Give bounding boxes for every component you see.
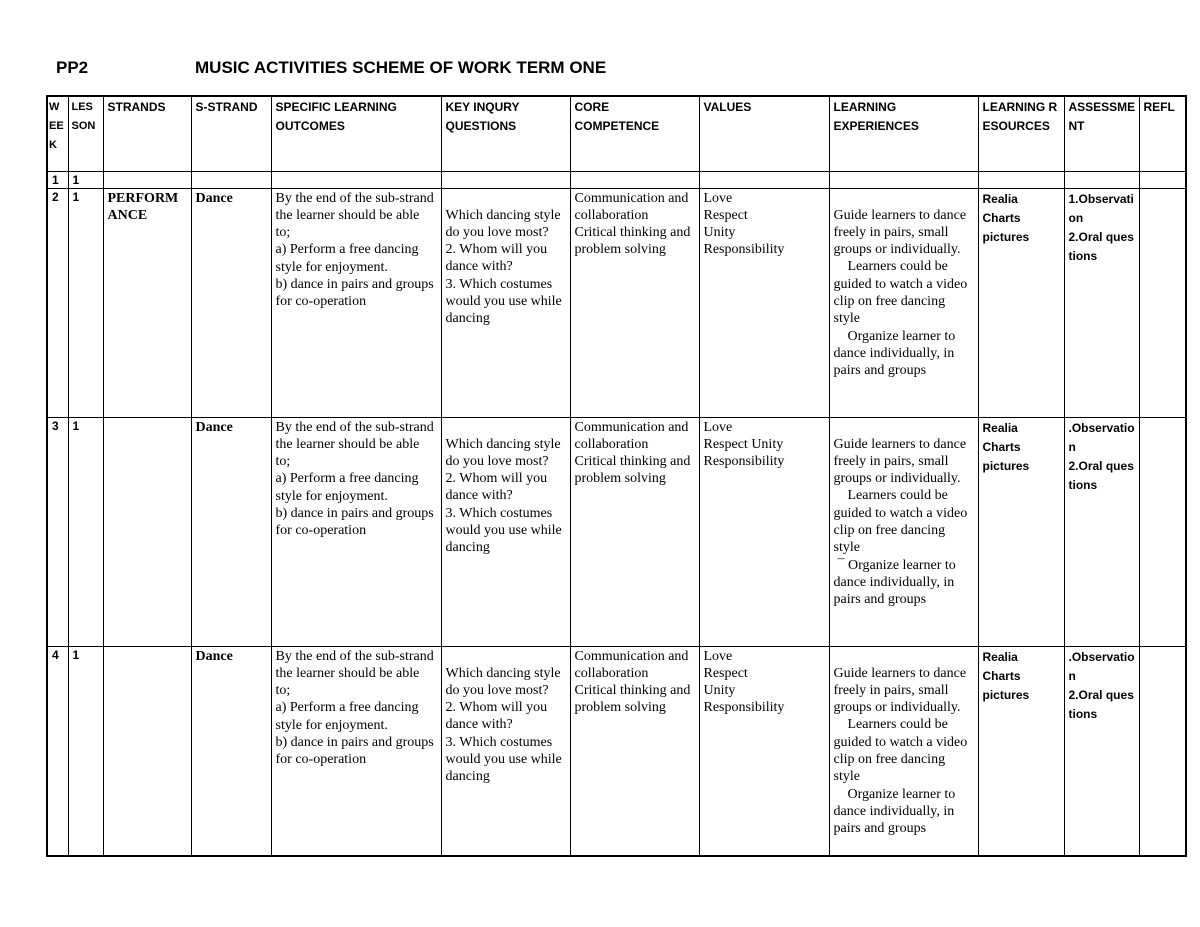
experience-text: Guide learners to dance freely in pairs, small groups or individually. <box>833 436 970 487</box>
resource-text: Charts <box>982 668 1021 683</box>
empty-cell <box>1064 171 1139 188</box>
empty-cell <box>570 171 699 188</box>
resources-cell <box>978 417 1064 646</box>
table-row <box>47 171 1186 188</box>
resource-text: Realia <box>982 420 1018 435</box>
lesson-cell: 1 <box>68 171 103 188</box>
resource-text: Charts <box>982 439 1021 454</box>
value-text: Responsibility <box>703 700 785 716</box>
assessment-cell <box>1064 188 1139 417</box>
competence-text: Critical thinking and problem solving <box>574 683 694 716</box>
empty-cell <box>829 171 978 188</box>
value-text: Responsibility <box>703 242 785 258</box>
outcome-text: By the end of the sub-strand the learner should be able to; <box>275 190 438 241</box>
value-text: Unity <box>703 225 736 241</box>
reflection-cell <box>1139 188 1186 417</box>
experiences-cell <box>829 646 978 856</box>
assessment-cell <box>1064 646 1139 856</box>
grade-label: PP2 <box>56 58 89 77</box>
experience-text: Organize learner to dance individually, in pairs and groups <box>833 328 959 379</box>
experience-text: Guide learners to dance freely in pairs, small groups or individually. <box>833 665 970 716</box>
resource-text: Realia <box>982 649 1018 664</box>
competence-cell <box>570 417 699 646</box>
document-title: MUSIC ACTIVITIES SCHEME OF WORK TERM ONE <box>195 58 607 77</box>
question-text: 3. Which costumes would you use while dancing <box>445 734 566 785</box>
assessment-text: 2.Oral questions <box>1068 458 1134 492</box>
col-week-header: WEEK <box>47 96 68 171</box>
lesson-cell: 1 <box>68 646 103 856</box>
table-row <box>47 188 1186 417</box>
outcome-text: a) Perform a free dancing style for enjoyment. <box>275 700 423 733</box>
empty-cell <box>103 171 191 188</box>
value-text: Responsibility <box>703 454 785 470</box>
empty-cell <box>1139 171 1186 188</box>
outcome-text: By the end of the sub-strand the learner should be able to; <box>275 419 438 470</box>
assessment-text: 2.Oral questions <box>1068 687 1134 721</box>
lesson-cell: 1 <box>68 417 103 646</box>
resource-text: pictures <box>982 458 1030 473</box>
outcome-text: a) Perform a free dancing style for enjoyment. <box>275 471 423 504</box>
resource-text: Realia <box>982 191 1018 206</box>
question-text: Which dancing style do you love most? <box>445 207 565 240</box>
week-cell: 4 <box>47 646 68 856</box>
assessment-text: 1.Observation <box>1068 191 1134 225</box>
scheme-of-work-table <box>46 95 1187 857</box>
competence-text: Communication and collaboration <box>574 190 692 223</box>
assessment-text: .Observation <box>1068 649 1135 683</box>
outcome-text: By the end of the sub-strand the learner should be able to; <box>275 648 438 699</box>
reflection-cell <box>1139 646 1186 856</box>
competence-text: Communication and collaboration <box>574 648 692 681</box>
competence-cell <box>570 646 699 856</box>
competence-text: Communication and collaboration <box>574 419 692 452</box>
col-experiences-header: LEARNING EXPERIENCES <box>829 96 978 171</box>
empty-cell <box>271 171 441 188</box>
experience-text: Organize learner to dance individually, in pairs and groups <box>833 786 959 837</box>
resources-cell <box>978 188 1064 417</box>
value-text: Respect Unity <box>703 436 784 452</box>
assessment-text: .Observation <box>1068 420 1135 454</box>
question-text: 2. Whom will you dance with? <box>445 471 551 504</box>
experience-text: Learners could be guided to watch a video clip on free dancing style <box>833 488 971 556</box>
experience-text: Learners could be guided to watch a video clip on free dancing style <box>833 717 971 785</box>
table-row <box>47 646 1186 856</box>
col-outcomes-header: SPECIFIC LEARNING OUTCOMES <box>271 96 441 171</box>
resources-cell <box>978 646 1064 856</box>
values-cell <box>699 417 829 646</box>
lesson-cell: 1 <box>68 188 103 417</box>
outcomes-cell <box>271 417 441 646</box>
value-text: Respect <box>703 207 748 223</box>
experiences-cell <box>829 188 978 417</box>
col-competence-header: CORE COMPETENCE <box>570 96 699 171</box>
outcome-text: b) dance in pairs and groups for co-operation <box>275 505 438 539</box>
col-lesson-header: LESSON <box>68 96 103 171</box>
experiences-cell <box>829 417 978 646</box>
sub-strand-cell: Dance <box>191 646 271 856</box>
value-text: Love <box>703 419 733 435</box>
outcomes-cell <box>271 646 441 856</box>
question-text: Which dancing style do you love most? <box>445 436 565 469</box>
question-text: 3. Which costumes would you use while dancing <box>445 276 566 327</box>
week-cell: 1 <box>47 171 68 188</box>
header-row <box>47 96 1186 171</box>
value-text: Love <box>703 190 733 206</box>
col-values-header: VALUES <box>699 96 829 171</box>
strand-cell <box>103 417 191 646</box>
reflection-cell <box>1139 417 1186 646</box>
experience-text: ¯ Organize learner to dance individually, in pairs and groups <box>833 557 960 608</box>
assessment-text: 2.Oral questions <box>1068 229 1134 263</box>
resource-text: pictures <box>982 229 1030 244</box>
experience-text: Learners could be guided to watch a video clip on free dancing style <box>833 259 971 327</box>
questions-cell <box>441 646 570 856</box>
strand-cell <box>103 646 191 856</box>
resource-text: pictures <box>982 687 1030 702</box>
competence-text: Critical thinking and problem solving <box>574 454 694 487</box>
value-text: Respect <box>703 665 748 681</box>
col-resources-header: LEARNING RESOURCES <box>978 96 1064 171</box>
outcome-text: b) dance in pairs and groups for co-operation <box>275 734 438 768</box>
sub-strand-cell: Dance <box>191 417 271 646</box>
values-cell <box>699 188 829 417</box>
resource-text: Charts <box>982 210 1021 225</box>
competence-cell <box>570 188 699 417</box>
outcomes-cell <box>271 188 441 417</box>
empty-cell <box>699 171 829 188</box>
question-text: 2. Whom will you dance with? <box>445 700 551 733</box>
outcome-text: a) Perform a free dancing style for enjoyment. <box>275 242 423 275</box>
questions-cell <box>441 188 570 417</box>
table-row <box>47 417 1186 646</box>
competence-text: Critical thinking and problem solving <box>574 225 694 258</box>
col-questions-header: KEY INQURY QUESTIONS <box>441 96 570 171</box>
strand-cell: PERFORMANCE <box>103 188 191 417</box>
col-assessment-header: ASSESSMENT <box>1064 96 1139 171</box>
empty-cell <box>191 171 271 188</box>
value-text: Love <box>703 648 733 664</box>
sub-strand-cell: Dance <box>191 188 271 417</box>
question-text: 2. Whom will you dance with? <box>445 242 551 275</box>
outcome-text: b) dance in pairs and groups for co-operation <box>275 276 438 310</box>
questions-cell <box>441 417 570 646</box>
experience-text: Guide learners to dance freely in pairs, small groups or individually. <box>833 207 970 258</box>
empty-cell <box>978 171 1064 188</box>
values-cell <box>699 646 829 856</box>
value-text: Unity <box>703 683 736 699</box>
col-reflection-header: REFL <box>1139 96 1186 171</box>
week-cell: 3 <box>47 417 68 646</box>
question-text: 3. Which costumes would you use while dancing <box>445 505 566 556</box>
col-strands-header: STRANDS <box>103 96 191 171</box>
assessment-cell <box>1064 417 1139 646</box>
week-cell: 2 <box>47 188 68 417</box>
col-sub-strand-header: S-STRAND <box>191 96 271 171</box>
empty-cell <box>441 171 570 188</box>
question-text: Which dancing style do you love most? <box>445 665 565 698</box>
